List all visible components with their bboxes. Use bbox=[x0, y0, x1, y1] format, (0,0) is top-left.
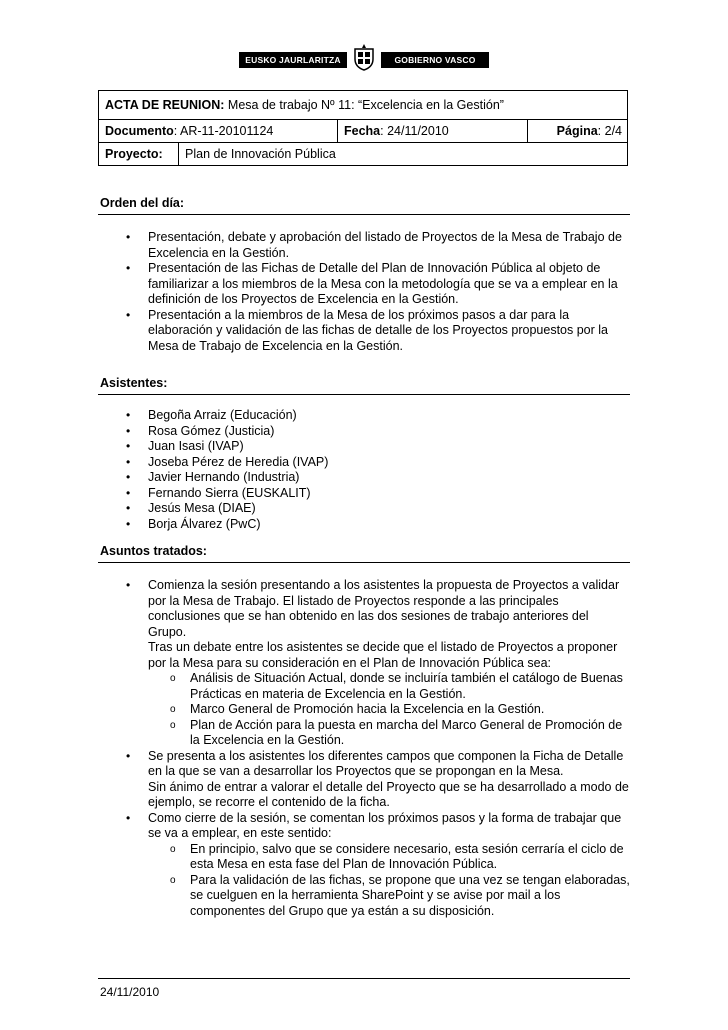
orden-item: • Presentación de las Fichas de Detalle del Plan de Innovación Pública al objeto de familiarizar a los miembros de la Mesa con la metodología que se va a emplear en la definición de los Proyectos de Excelencia en la Gestión. bbox=[126, 261, 618, 306]
gobierno-vasco-logo bbox=[239, 43, 489, 71]
proyecto-label-cell bbox=[99, 143, 163, 165]
fecha-value: : 24/11/2010 bbox=[380, 123, 449, 138]
orden-rule bbox=[98, 214, 630, 215]
header-row-acta bbox=[98, 90, 628, 120]
asunto-item: • Como cierre de la sesión, se comentan los próximos pasos y la forma de trabajar que se va a emplear, en este sentido: o En principio, salvo que se considere necesario, esta sesión cerraría el ciclo de esta Mesa en esta fase del Plan de Innovación Pública. o Para la validación de las fichas, se propone que una vez se tengan elaboradas, se cuelguen en la herramienta SharePoint y se avise por mail a los componentes del Grupo que ya están a su disposición. bbox=[126, 810, 630, 918]
proyecto-value-cell bbox=[179, 143, 336, 165]
header-row-documento bbox=[98, 119, 628, 143]
orden-list bbox=[110, 230, 630, 354]
logo-right-text: GOBIERNO VASCO bbox=[381, 52, 489, 68]
pagina-label: Página bbox=[556, 123, 598, 138]
asuntos-title: Asuntos tratados: bbox=[100, 544, 207, 558]
asistentes-title: Asistentes: bbox=[100, 376, 168, 390]
footer-date: 24/11/2010 bbox=[100, 985, 160, 999]
asistente-item: • Borja Álvarez (PwC) bbox=[126, 516, 261, 531]
asistentes-rule bbox=[98, 394, 630, 395]
asistente-item: • Javier Hernando (Industria) bbox=[126, 470, 300, 484]
pagina-cell bbox=[528, 120, 628, 142]
asunto-subitem: o En principio, salvo que se considere necesario, esta sesión cerraría el ciclo de esta Mesa en esta fase del Plan de Innovación Pública. bbox=[170, 841, 624, 871]
asuntos-rule bbox=[98, 562, 630, 563]
fecha-cell bbox=[338, 120, 449, 142]
asunto-subitem: o Para la validación de las fichas, se propone que una vez se tengan elaboradas, se cuelguen en la herramienta SharePoint y se avise por mail a los componentes del Grupo que ya están a su disposición. bbox=[170, 872, 630, 918]
asunto-subitem: o Análisis de Situación Actual, donde se incluiría también el catálogo de Buenas Prácticas en materia de Excelencia en la Gestión. bbox=[170, 671, 623, 701]
asunto-item: • Comienza la sesión presentando a los asistentes la propuesta de Proyectos a validar por la Mesa de Trabajo. El listado de Proyectos responde a las principales conclusiones que se han obtenido en las dos sesiones de trabajo anteriores del Grupo. Tras un debate entre los asistentes se decide que el listado de Proyectos a proponer por la Mesa para su consideración en el Plan de Innovación Pública sea: o Análisis de Situación Actual, donde se incluiría también el catálogo de Buenas Prácticas en materia de Excelencia en la Gestión. o Marco General de Promoción hacia la Excelencia en la Gestión. o Plan de Acción para la puesta en marcha del Marco General de Promoción de la Excelencia en la Gestión. bbox=[110, 578, 630, 749]
pagina-value: : 2/4 bbox=[597, 123, 622, 138]
asunto-item: • Se presenta a los asistentes los diferentes campos que componen la Ficha de Detalle en la que se van a desarrollar los Proyectos que se propongan en la Mesa. Sin ánimo de entrar a valorar el detalle del Proyecto que se ha desarrollado a modo de ejemplo, se recorre el contenido de la ficha. bbox=[126, 748, 629, 809]
proyecto-value: Plan de Innovación Pública bbox=[185, 146, 336, 161]
acta-value: Mesa de trabajo Nº 11: “Excelencia en la Gestión” bbox=[224, 97, 504, 112]
asunto-subitem: o Marco General de Promoción hacia la Excelencia en la Gestión. bbox=[170, 702, 545, 716]
logo-left-text: EUSKO JAURLARITZA bbox=[239, 52, 347, 68]
asistente-item: • Fernando Sierra (EUSKALIT) bbox=[126, 485, 311, 500]
asistente-item: • Juan Isasi (IVAP) bbox=[126, 439, 244, 453]
asistente-item: • Begoña Arraiz (Educación) bbox=[126, 408, 297, 422]
orden-item: • Presentación a la miembros de la Mesa de los próximos pasos a dar para la elaboración y validación de las fichas de detalle de los Proyectos propuestos por la Mesa de Trabajo de Excelencia en la Gestión. bbox=[126, 307, 608, 353]
documento-value: : AR-11-20101124 bbox=[173, 123, 274, 138]
documento-cell bbox=[99, 120, 273, 142]
header-row-proyecto bbox=[98, 142, 628, 166]
asistente-item: • Jesús Mesa (DIAE) bbox=[126, 501, 256, 515]
acta-label: ACTA DE REUNION: bbox=[105, 97, 225, 112]
documento-label: Documento bbox=[105, 123, 174, 138]
asunto-sublist bbox=[148, 671, 630, 749]
orden-item: • Presentación, debate y aprobación del listado de Proyectos de la Mesa de Trabajo de Excelencia en la Gestión. bbox=[126, 230, 622, 260]
asuntos-list bbox=[110, 578, 630, 919]
orden-title: Orden del día: bbox=[100, 196, 185, 210]
asunto-sublist bbox=[148, 842, 630, 920]
coat-of-arms-icon bbox=[349, 43, 379, 71]
asunto-subitem: o Plan de Acción para la puesta en marcha del Marco General de Promoción de la Excelencia en la Gestión. bbox=[170, 717, 623, 747]
acta-cell bbox=[99, 91, 504, 119]
asistente-item: • Joseba Pérez de Heredia (IVAP) bbox=[126, 454, 329, 469]
asistentes-list bbox=[110, 408, 630, 532]
footer-rule bbox=[98, 978, 630, 979]
proyecto-label: Proyecto: bbox=[105, 146, 163, 161]
fecha-label: Fecha bbox=[344, 123, 381, 138]
asistente-item: • Rosa Gómez (Justicia) bbox=[126, 423, 275, 438]
